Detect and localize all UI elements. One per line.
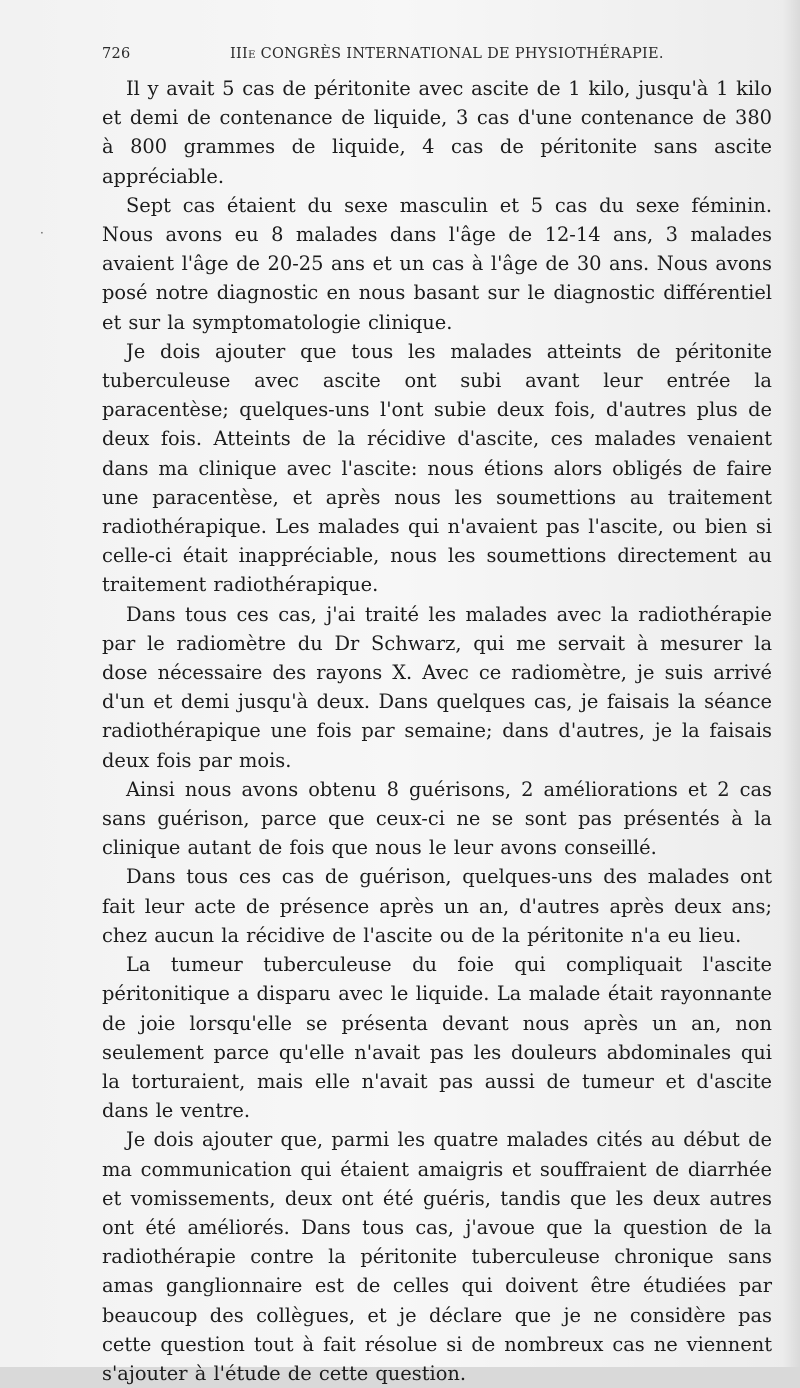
paragraph: Sept cas étaient du sexe masculin et 5 cas du sexe féminin. Nous avons eu 8 malades dans l'âge de 12-14 ans, 3 malades avaient l'âge de 20-25 ans et un cas à l'âge de 30 ans. Nous avons posé notre diagnostic en nous basant sur le diagnostic différentiel et sur la symptomatologie clinique. <box>102 193 772 334</box>
page-number: 726 <box>102 46 131 62</box>
paragraph: Il y avait 5 cas de péritonite avec ascite de 1 kilo, jusqu'à 1 kilo et demi de contenance de liquide, 3 cas d'une contenance de 380 à 800 grammes de liquide, 4 cas de péritonite sans ascite appréciable. <box>102 77 772 188</box>
body-text <box>102 74 772 1388</box>
paragraph: Je dois ajouter que tous les malades atteints de péritonite tuberculeuse avec ascite ont subi avant leur entrée la paracentèse; quelques-uns l'ont subie deux fois, d'autres plus de deux fois. Atteints de la récidive d'ascite, ces malades venaient dans ma clinique avec l'ascite: nous étions alors obligés de faire une paracentèse, et après nous les soumettions au traitement radiothérapique. Les malades qui n'avaient pas l'ascite, ou bien si celle-ci était inappréciable, nous les soumettions directement au traitement radiothérapique. <box>102 339 772 597</box>
paragraph: Ainsi nous avons obtenu 8 guérisons, 2 améliorations et 2 cas sans guérison, parce que ceux-ci ne se sont pas présentés à la clinique autant de fois que nous le leur avons conseillé. <box>102 777 772 860</box>
running-head-title: IIIe CONGRÈS INTERNATIONAL DE PHYSIOTHÉRAPIE. <box>230 46 664 62</box>
paragraph: La tumeur tuberculeuse du foie qui compliquait l'ascite péritonitique a disparu avec le liquide. La malade était rayonnante de joie lorsqu'elle se présenta devant nous après un an, non seulement parce qu'elle n'avait pas les douleurs abdominales qui la torturaient, mais elle n'avait pas aussi de tumeur et d'ascite dans le ventre. <box>102 953 772 1123</box>
paragraph: Dans tous ces cas de guérison, quelques-uns des malades ont fait leur acte de présence après un an, d'autres après deux ans; chez aucun la récidive de l'ascite ou de la péritonite n'a eu lieu. <box>102 865 772 947</box>
paragraph: Je dois ajouter que, parmi les quatre malades cités au début de ma communication qui étaient amaigris et souffraient de diarrhée et vomissements, deux ont été guéris, tandis que les deux autres ont été améliorés. Dans tous cas, j'avoue que la question de la radiothérapie contre la péritonite tuberculeuse chronique sans amas ganglionnaire est de celles qui doivent être étudiées par beaucoup des collègues, et je déclare que je ne considère pas cette question tout à fait résolue si de nombreux cas ne viennent s'ajouter à l'étude de cette question. <box>102 1128 772 1385</box>
stray-ink-dot: · <box>40 226 44 240</box>
running-head <box>102 40 772 74</box>
paragraph: Dans tous ces cas, j'ai traité les malades avec la radiothérapie par le radiomètre du Dr Schwarz, qui me servait à mesurer la dose nécessaire des rayons X. Avec ce radiomètre, je suis arrivé d'un et demi jusqu'à deux. Dans quelques cas, je faisais la séance radiothérapique une fois par semaine; dans d'autres, je la faisais deux fois par mois. <box>102 602 772 772</box>
